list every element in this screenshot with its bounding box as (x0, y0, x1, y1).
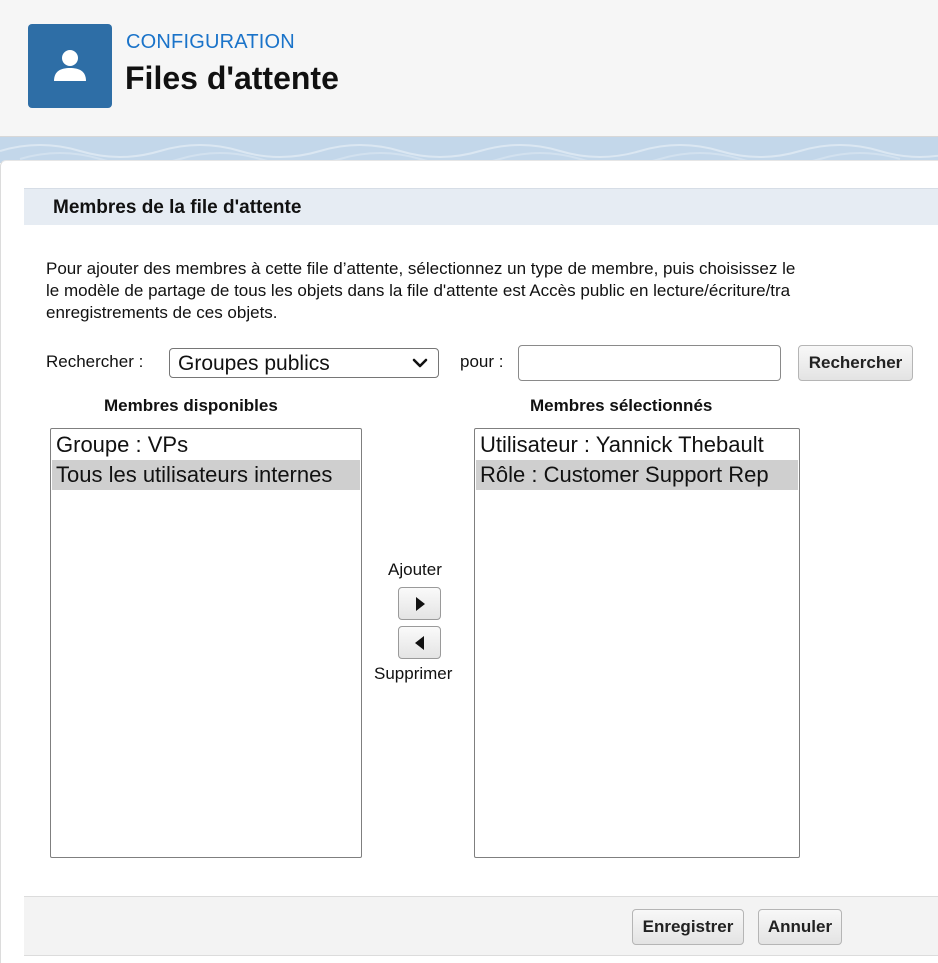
member-type-select-value: Groupes publics (178, 352, 330, 375)
page-header (0, 0, 938, 137)
selected-members-label: Membres sélectionnés (530, 396, 713, 415)
search-button[interactable]: Rechercher (798, 345, 913, 381)
search-input[interactable] (518, 345, 781, 381)
save-button[interactable]: Enregistrer (632, 909, 744, 945)
description-line: enregistrements de ces objets. (46, 303, 278, 322)
description-line: Pour ajouter des membres à cette file d’attente, sélectionnez un type de membre, puis choisissez le (46, 259, 796, 278)
chevron-down-icon (412, 357, 428, 369)
section-title: Membres de la file d'attente (53, 197, 302, 218)
arrow-left-icon (414, 635, 426, 651)
remove-label: Supprimer (374, 664, 453, 683)
available-member-option[interactable]: Groupe : VPs (56, 432, 189, 457)
remove-button[interactable] (398, 626, 441, 659)
header-subtitle: CONFIGURATION (126, 31, 295, 53)
selected-member-option[interactable]: Rôle : Customer Support Rep (476, 460, 798, 490)
description-line: le modèle de partage de tous les objets dans la file d'attente est Accès public en lecture/écriture/tra (46, 281, 791, 300)
add-label: Ajouter (388, 560, 442, 579)
selected-member-option[interactable]: Utilisateur : Yannick Thebault (480, 432, 764, 457)
cancel-button[interactable]: Annuler (758, 909, 842, 945)
add-button[interactable] (398, 587, 441, 620)
user-icon (52, 48, 88, 84)
search-label: Rechercher : (46, 352, 144, 371)
selected-members-list[interactable] (474, 428, 800, 858)
available-member-option[interactable]: Tous les utilisateurs internes (52, 460, 360, 490)
member-type-select[interactable] (169, 348, 439, 378)
header-icon-tile (28, 24, 112, 108)
for-label: pour : (460, 352, 504, 371)
page-title: Files d'attente (125, 60, 339, 96)
arrow-right-icon (414, 596, 426, 612)
available-members-list[interactable] (50, 428, 362, 858)
section-description (46, 258, 938, 324)
available-members-label: Membres disponibles (104, 396, 278, 415)
